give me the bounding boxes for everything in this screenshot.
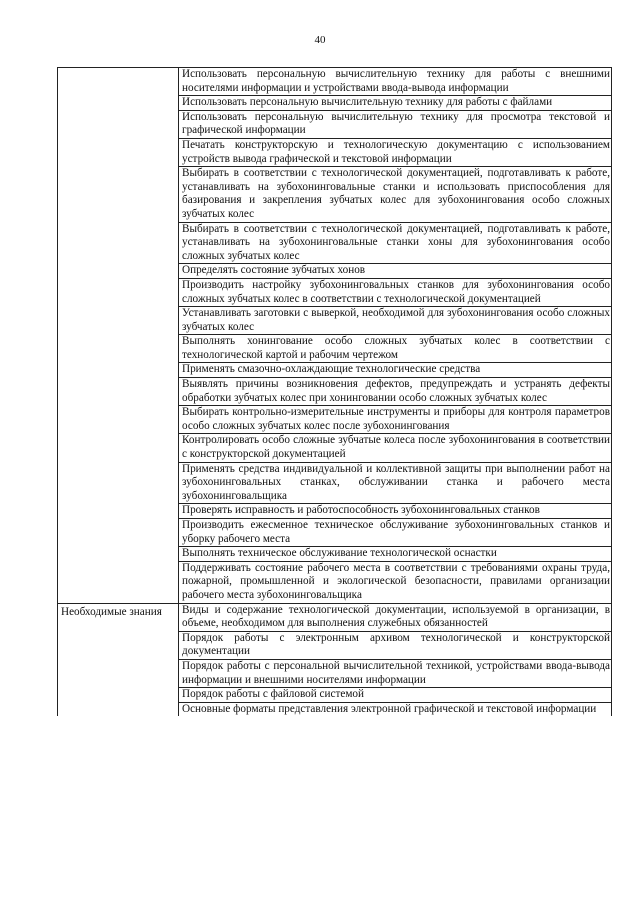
skill-item: Устанавливать заготовки с выверкой, необходимой для зубохонингования особо сложных зубчатых колес xyxy=(179,307,611,335)
skill-item: Контролировать особо сложные зубчатые колеса после зубохонингования в соответствии с конструкторской документацией xyxy=(179,434,611,462)
skill-item: Поддерживать состояние рабочего места в соответствии с требованиями охраны труда, пожарной, промышленной и экологической безопасности, правилами организации рабочего места зубохонинговальщика xyxy=(179,562,611,604)
skill-item: Производить ежесменное техническое обслуживание зубохонинговальных станков и уборку рабочего места xyxy=(179,519,611,547)
skill-item: Выбирать в соответствии с технологической документацией, подготавливать к работе, устанавливать на зубохонинговальные станки и использовать приспособления для базирования и закрепления зубчатых колес для зубохонингования особо сложных зубчатых колес xyxy=(179,167,611,222)
page-number: 40 xyxy=(314,34,326,46)
knowledge-item: Порядок работы с персональной вычислительной техникой, устройствами ввода-вывода информации и внешними носителями информации xyxy=(179,660,611,688)
skill-item: Выполнять техническое обслуживание технологической оснастки xyxy=(179,547,611,562)
knowledge-item: Виды и содержание технологической документации, используемой в организации, в объеме, необходимом для выполнения служебных обязанностей xyxy=(179,604,611,632)
knowledge-item: Основные форматы представления электронной графической и текстовой информации xyxy=(182,702,597,715)
skill-item: Выявлять причины возникновения дефектов, предупреждать и устранять дефекты обработки зубчатых колес при хонинговании особо сложных зубчатых колес xyxy=(179,378,611,406)
skill-item: Определять состояние зубчатых хонов xyxy=(179,264,611,279)
skills-section xyxy=(58,68,611,604)
skill-item: Применять смазочно-охлаждающие технологические средства xyxy=(179,363,611,378)
skill-item: Выбирать контрольно-измерительные инструменты и приборы для контроля параметров особо сложных зубчатых колес после зубохонингования xyxy=(179,406,611,434)
skills-label xyxy=(58,68,179,604)
knowledge-item: Порядок работы с электронным архивом технологической и конструкторской документации xyxy=(179,632,611,660)
requirements-table xyxy=(57,67,612,716)
skill-item: Проверять исправность и работоспособность зубохонинговальных станков xyxy=(179,504,611,519)
skills-list xyxy=(179,68,611,604)
skill-item: Производить настройку зубохонинговальных станков для зубохонингования особо сложных зубчатых колес в соответствии с технологической документацией xyxy=(179,279,611,307)
skill-item: Использовать персональную вычислительную технику для работы с файлами xyxy=(179,96,611,111)
knowledge-item: Порядок работы с файловой системой xyxy=(179,688,611,703)
skill-item: Печатать конструкторскую и технологическую документацию с использованием устройств вывода графической и текстовой информации xyxy=(179,139,611,167)
skill-item: Использовать персональную вычислительную технику для работы с внешними носителями информации и устройствами ввода-вывода информации xyxy=(179,68,611,96)
knowledge-label: Необходимые знания xyxy=(58,604,179,717)
knowledge-list xyxy=(179,604,611,717)
skill-item: Применять средства индивидуальной и коллективной защиты при выполнении работ на зубохонинговальных станках, обслуживании станка и рабочего места зубохонинговальщика xyxy=(179,463,611,505)
skill-item: Выполнять хонингование особо сложных зубчатых колес в соответствии с технологической картой и рабочим чертежом xyxy=(179,335,611,363)
skill-item: Использовать персональную вычислительную технику для просмотра текстовой и графической информации xyxy=(179,111,611,139)
skill-item: Выбирать в соответствии с технологической документацией, подготавливать к работе, устанавливать на зубохонинговальные станки хоны для зубохонингования особо сложных зубчатых колес xyxy=(179,223,611,265)
knowledge-section xyxy=(58,604,611,717)
